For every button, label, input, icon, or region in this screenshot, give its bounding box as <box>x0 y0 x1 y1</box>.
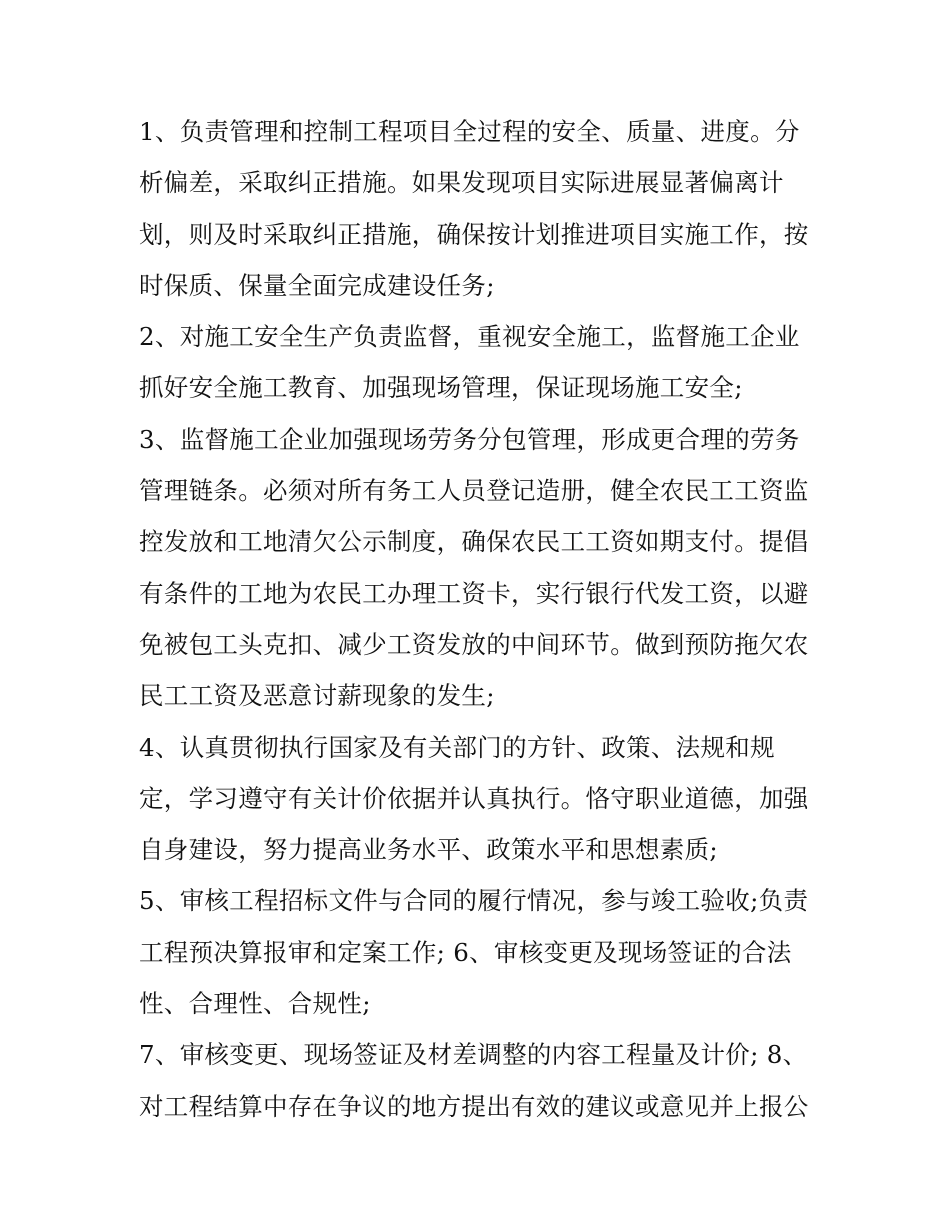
text-line: 析偏差，采取纠正措施。如果发现项目实际进展显著偏离计 <box>139 168 784 198</box>
text-line: 对工程结算中存在争议的地方提出有效的建议或意见并上报公 <box>139 1091 809 1121</box>
text-line: 4、认真贯彻执行国家及有关部门的方针、政策、法规和规 <box>139 732 775 762</box>
text-line: 民工工资及恶意讨薪现象的发生; <box>139 681 495 711</box>
text-line: 1、负责管理和控制工程项目全过程的安全、质量、进度。分 <box>139 117 800 146</box>
text-line: 管理链条。必须对所有务工人员登记造册，健全农民工工资监 <box>139 476 809 506</box>
text-line: 7、审核变更、现场签证及材差调整的内容工程量及计价; 8、 <box>139 1040 808 1070</box>
text-line: 有条件的工地为农民工办理工资卡，实行银行代发工资，以避 <box>139 578 809 608</box>
text-line: 工程预决算报审和定案工作; 6、审核变更及现场签证的合法 <box>139 937 792 967</box>
document-body <box>139 106 819 1132</box>
text-line: 抓好安全施工教育、加强现场管理，保证现场施工安全; <box>139 373 743 403</box>
text-line: 自身建设，努力提高业务水平、政策水平和思想素质; <box>139 835 718 865</box>
text-line: 性、合理性、合规性; <box>139 989 371 1019</box>
text-line: 时保质、保量全面完成建设任务; <box>139 270 495 300</box>
text-line: 划，则及时采取纠正措施，确保按计划推进项目实施工作，按 <box>139 219 809 249</box>
text-line: 定，学习遵守有关计价依据并认真执行。恪守职业道德，加强 <box>139 783 809 813</box>
text-line: 2、对施工安全生产负责监督，重视安全施工，监督施工企业 <box>139 322 800 352</box>
text-line: 3、监督施工企业加强现场劳务分包管理，形成更合理的劳务 <box>139 424 800 454</box>
text-line: 5、审核工程招标文件与合同的履行情况，参与竣工验收;负责 <box>139 886 809 916</box>
text-line: 免被包工头克扣、减少工资发放的中间环节。做到预防拖欠农 <box>139 629 809 659</box>
text-line: 控发放和工地清欠公示制度，确保农民工工资如期支付。提倡 <box>139 527 809 557</box>
